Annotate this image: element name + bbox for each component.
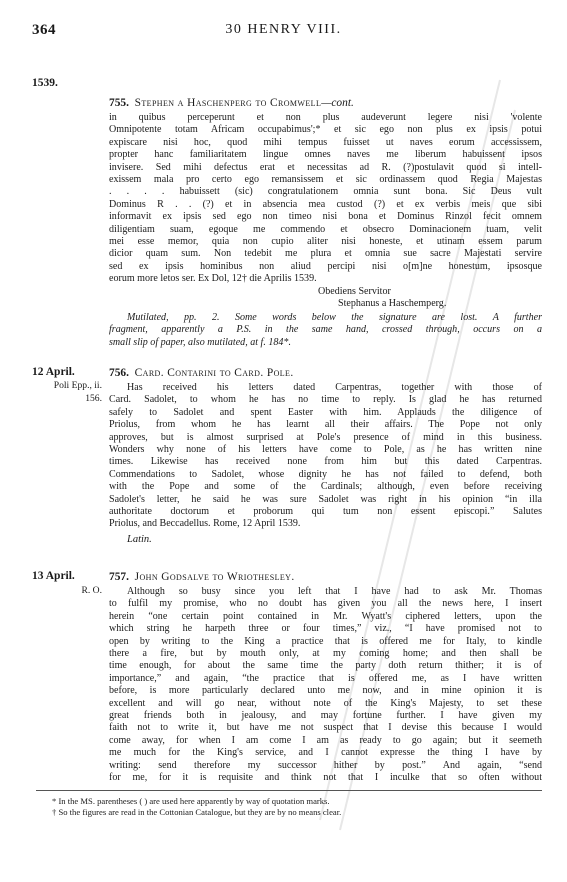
- entry-title: Card. Contarini to Card. Pole.: [134, 367, 294, 379]
- body-line: time enough, for about the same time the party doth return thither; it is of: [109, 660, 542, 672]
- body-line: authoritate doctorum et proborum qui tum non essent episcopi.” Salutes: [109, 506, 542, 518]
- page-number: 364: [32, 22, 56, 38]
- body-line: herein “one certain point contained in Mr. Wyatt's ciphered letters, upon the: [109, 610, 542, 622]
- source-line: R. O.: [81, 585, 102, 596]
- body-line: faith not to write it, but have me not suspect that I devise this because I would: [109, 722, 542, 734]
- entry-title-suffix: —cont.: [321, 97, 354, 109]
- entry-heading: [109, 570, 295, 584]
- body-line: before, is more particularly declared unto me now, and in mine opinion it is: [109, 685, 542, 697]
- body-line: with the Pope and some of the Cardinals; although, even before receiving: [109, 481, 542, 493]
- entry-body: [109, 382, 542, 531]
- body-line: importance,” and again, “the practice that is offered me, as I have written: [109, 672, 542, 684]
- entry-number: 755.: [109, 97, 129, 109]
- body-line: which string he harpeth three or four times,” viz., “I have promised not to: [109, 623, 542, 635]
- body-line: approves, but is almost surprised at Pole's presence of mind in this business.: [109, 431, 542, 443]
- body-line: Card. Sadolet, to whom he has no time to reply. Is glad he has returned: [109, 394, 542, 406]
- entry-body: [109, 112, 542, 286]
- body-line: great friends both in jealousy, and may fortune further. I have given my: [109, 710, 542, 722]
- footnote: * In the MS. parentheses ( ) are used here apparently by way of quotation marks.: [52, 796, 330, 806]
- margin-date: 13 April.: [32, 570, 75, 582]
- body-line: in quibus perceperunt et non plus audeverunt legere nisi 'volente: [109, 112, 542, 123]
- margin-source: [32, 379, 102, 405]
- body-line: Has received his letters dated Carpentras, together with those of: [127, 382, 542, 393]
- body-line: expiscare nisi hoc, quod mihi tempus fuisset ut naves eorum accessissem,: [109, 136, 542, 148]
- body-line: . . . . habuissett (sic) congratulationem omnia sunt bona. Sic Deus vult: [109, 186, 542, 198]
- entry-title: Stephen a Haschenperg to Cromwell: [134, 97, 322, 109]
- note-line: small slip of paper, also mutilated, at f. 184*.: [109, 336, 291, 348]
- margin-year: 1539.: [32, 77, 58, 89]
- footnotes: [52, 796, 542, 818]
- footnote-divider: [36, 790, 542, 791]
- body-line: dicior quam sum. Non tedebit me plura et omnia sue sacre Majestati servire: [109, 248, 542, 260]
- language-note: Latin.: [127, 534, 152, 545]
- footnote: † So the figures are read in the Cottonian Catalogue, but they are by no means clear.: [52, 807, 342, 817]
- margin-date: 12 April.: [32, 366, 75, 378]
- body-line: excellent and will go near, without note of the King's Majesty, to set these: [109, 697, 542, 709]
- body-line: Sadolet's letter, he said he was sure Sadolet was right in his opinion “in illa: [109, 493, 542, 505]
- body-line: Wonders why none of his letters have come to Pole, as he has written nine: [109, 444, 542, 456]
- body-line: safely to Sadolet and spent Easter with him. Applauds the diligence of: [109, 406, 542, 418]
- body-line: Commendations to Sadolet, whose dignity he has not failed to defend, both: [109, 468, 542, 480]
- body-line: Although so busy since you left that I have had to ask Mr. Thomas: [127, 586, 542, 597]
- body-line: diligentiam suam, egoque me commendo et obsecro Dominacionem tuam, velit: [109, 223, 542, 235]
- body-line: come away, for when I am come I am as ready to go again; but it seemeth: [109, 734, 542, 746]
- body-line: sed ex ipsis hominibus non aliud percipi nisi o[m]ne honestum, ipsosque: [109, 260, 542, 272]
- body-line: me much for the King's service, and I cannot expresse the thing I have by: [109, 747, 542, 759]
- body-line: mei esse memor, quia non cupio aliter nisi honeste, et utinam essem parum: [109, 236, 542, 248]
- body-line: open by writing to the King a practice that is offered me for Italy, to kindle: [109, 635, 542, 647]
- note-line: Mutilated, pp. 2. Some words below the signature are lost. A further: [127, 312, 542, 323]
- entry-body: [109, 586, 542, 785]
- signature-name: Stephanus a Haschemperg.: [338, 298, 447, 309]
- body-line: to fulfil my promise, who no doubt has given you all the news here, I insert: [109, 598, 542, 610]
- body-line: for me, for it is requisite and think not that I inculke that so often without: [109, 772, 542, 784]
- body-line: propter hanc familiaritatem lingue omnes naves me liberum habuissent ipsos: [109, 149, 542, 161]
- body-line: Dominus R . . (?) et in absencia mea custod (?) et ex verbis meis que sibi: [109, 198, 542, 210]
- body-line: Priolus, and Beccadellus. Rome, 12 April 1539.: [109, 518, 301, 530]
- source-line: Poli Epp., ii.: [53, 380, 102, 391]
- body-line: there a fire, but by mouth only, at my coming home; and then shall be: [109, 648, 542, 660]
- entry-title: John Godsalve to Wriothesley.: [134, 571, 295, 583]
- body-line: Priolus, from whom he has learnt all their affairs. The Pope not only: [109, 419, 542, 431]
- running-title: 30 HENRY VIII.: [225, 22, 342, 37]
- margin-source: [32, 584, 102, 597]
- body-line: informavit ex ipsis sed ego non timeo nisi bona et Dominus Rinzol fecit omnem: [109, 211, 542, 223]
- source-line: 156.: [85, 393, 102, 404]
- editorial-note: [109, 312, 542, 349]
- entry-heading: [109, 366, 294, 380]
- signature-line: Obediens Servitor: [318, 286, 391, 297]
- body-line: times. Likewise has received none from him but this dated Carpentras.: [109, 456, 542, 468]
- body-line: writing: send therefore my successor hither by post.” And again, “send: [109, 759, 542, 771]
- body-line: exissem mala pro certo ego remansissem et sic ordinassem quod Regia Majestas: [109, 174, 542, 186]
- body-line: invisere. Sed mihi defectus erat et necessitas ad R. (?)postulavit quod si intell-: [109, 161, 542, 173]
- entry-number: 756.: [109, 367, 129, 379]
- note-line: fragment, apparently a P.S. in the same hand, crossed through, occurs on a: [109, 324, 542, 336]
- entry-heading: [109, 96, 354, 110]
- body-line: eorum more letos ser. Ex Dol, 12† die Aprilis 1539.: [109, 273, 317, 285]
- entry-number: 757.: [109, 571, 129, 583]
- body-line: Omnipotente totam Africam occupabimus';* et sic ego non plus ex ipsis potui: [109, 124, 542, 136]
